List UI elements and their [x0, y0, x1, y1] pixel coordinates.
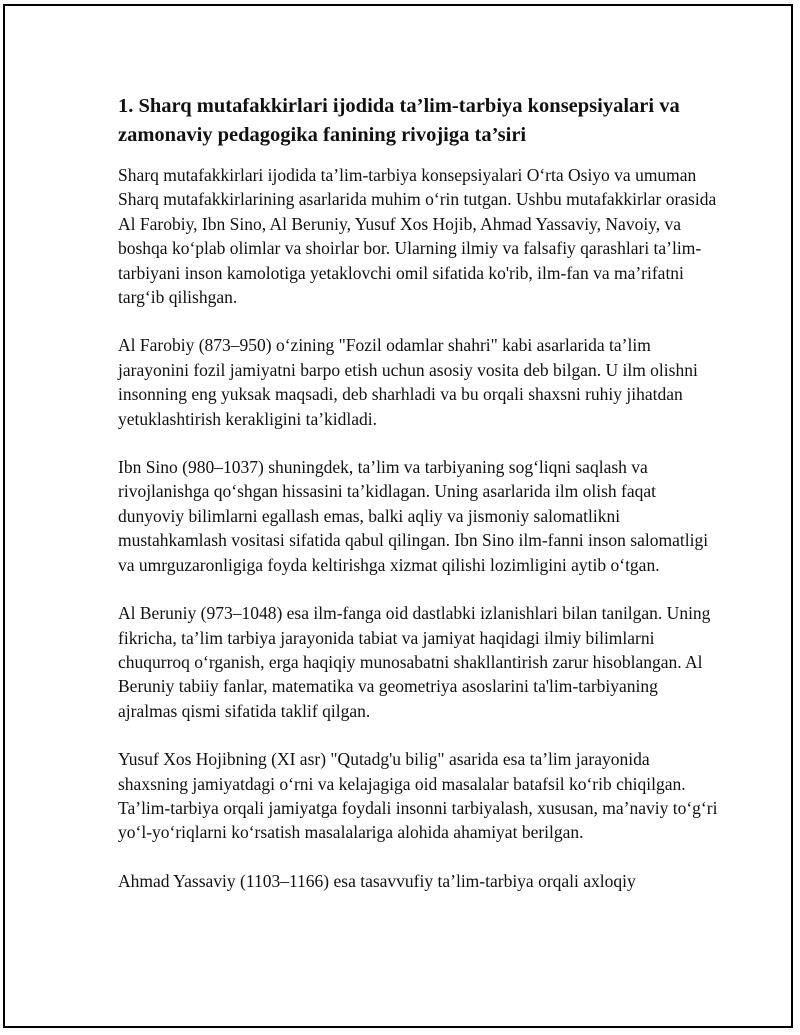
paragraph-ahmad-yassaviy: Ahmad Yassaviy (1103–1166) esa tasavvufiy ta’lim-tarbiya orqali axloqiy — [118, 870, 636, 891]
paragraph-ibn-sino: Ibn Sino (980–1037) shuningdek, ta’lim va tarbiyaning sog‘liqni saqlash va rivojlanishga qo‘shgan hissasini ta’kidlagan. Uning asarlarida ilm olish faqat dunyoviy bilimlarni egallash emas, balki aqliy va jismoniy salomatlikni mustahkamlash vositasi sifatida qabul qilingan. Ibn Sino ilm-fanni inson salomatligi va umrguzaronligiga foyda keltirishga xizmat qilishi lozimligini aytib o‘tgan. — [118, 457, 709, 575]
paragraph-al-farobiy: Al Farobiy (873–950) o‘zining "Fozil odamlar shahri" kabi asarlarida ta’lim jarayonini fozil jamiyatni barpo etish uchun asosiy vosita deb bilgan. U ilm olishni insonning eng yuksak maqsadi, deb sharhladi va bu orqali shaxsni ruhiy jihatdan yetuklashtirish kerakligini ta’kidladi. — [118, 335, 698, 429]
section-heading: 1. Sharq mutafakkirlari ijodida ta’lim-tarbiya konsepsiyalari va zamonaviy pedagogika fanining rivojiga ta’siri — [118, 95, 680, 146]
paragraph-intro: Sharq mutafakkirlari ijodida ta’lim-tarbiya konsepsiyalari O‘rta Osiyo va umuman Sharq mutafakkirlarining asarlarida muhim o‘rin tutgan. Ushbu mutafakkirlar orasida Al Farobiy, Ibn Sino, Al Beruniy, Yusuf Xos Hojib, Ahmad Yassaviy, Navoiy, va boshqa ko‘plab olimlar va shoirlar bor. Ularning ilmiy va falsafiy qarashlari ta’lim-tarbiyani inson kamolotiga yetaklovchi omil sifatida ko'rib, ilm-fan va ma’rifatni targ‘ib qilishgan. — [118, 165, 717, 308]
document-body — [118, 92, 718, 893]
paragraph-yusuf-xos-hojib: Yusuf Xos Hojibning (XI asr) "Qutadg'u bilig" asarida esa ta’lim jarayonida shaxsning jamiyatdagi o‘rni va kelajagiga oid masalalar batafsil ko‘rib chiqilgan. Ta’lim-tarbiya orqali jamiyatga foydali insonni tarbiyalash, xususan, ma’naviy to‘g‘ri yo‘l-yo‘riqlarni ko‘rsatish masalalariga alohida ahamiyat berilgan. — [118, 749, 718, 843]
paragraph-al-beruniy: Al Beruniy (973–1048) esa ilm-fanga oid dastlabki izlanishlari bilan tanilgan. Uning fikricha, ta’lim tarbiya jarayonida tabiat va jamiyat haqidagi ilmiy bilimlarni chuqurroq o‘rganish, erga haqiqiy munosabatni shakllantirish zarur hisoblangan. Al Beruniy tabiiy fanlar, matematika va geometriya asoslarini ta'lim-tarbiyaning ajralmas qismi sifatida taklif qilgan. — [118, 603, 711, 721]
